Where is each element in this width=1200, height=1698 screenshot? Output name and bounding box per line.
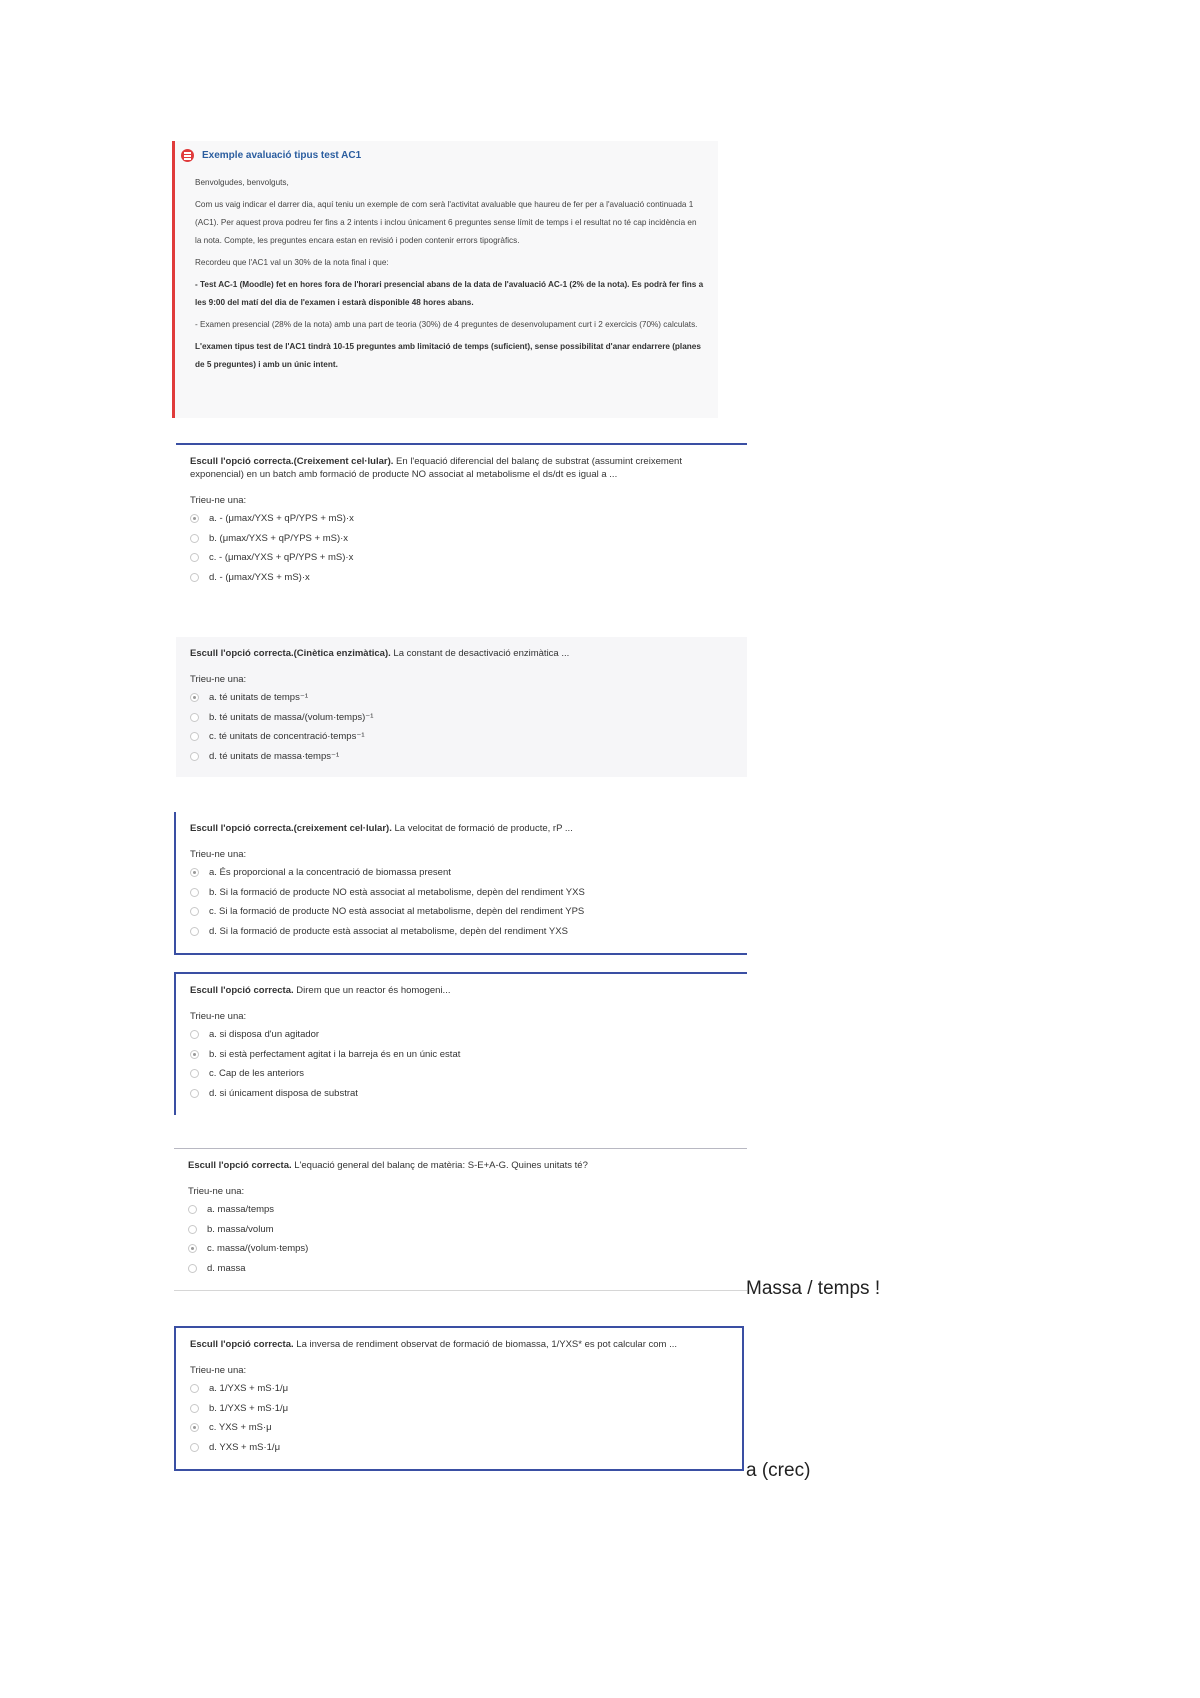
- radio-button[interactable]: [188, 1205, 197, 1214]
- question-card: [174, 1148, 747, 1291]
- answer-option[interactable]: c. Cap de les anteriors: [190, 1064, 733, 1084]
- radio-button[interactable]: [190, 1050, 199, 1059]
- question-text: Escull l'opció correcta.(Creixement cel·lular). En l'equació diferencial del balanç de substrat (assumint creixement exponencial) en un batch amb formació de producte NO associat al metabolisme el ds/dt es igual a ...: [190, 456, 682, 480]
- radio-button[interactable]: [188, 1264, 197, 1273]
- annotation-note: a (crec): [746, 1460, 811, 1481]
- question-card: [174, 1326, 744, 1471]
- announcement-paragraph: Recordeu que l'AC1 val un 30% de la nota final i que:: [195, 258, 389, 267]
- announcement-paragraph: L'examen tipus test de l'AC1 tindrà 10-15 preguntes amb limitació de temps (suficient), sense possibilitat d'anar endarrere (planes de 5 preguntes) i amb un únic intent.: [195, 342, 701, 369]
- annotation-note: Massa / temps !: [746, 1278, 881, 1299]
- announcement-title[interactable]: Exemple avaluació tipus test AC1: [202, 150, 362, 161]
- answer-option[interactable]: d. massa: [188, 1259, 733, 1279]
- radio-button[interactable]: [190, 888, 199, 897]
- answer-option[interactable]: a. té unitats de temps⁻¹: [190, 688, 733, 708]
- answer-option[interactable]: d. YXS + mS·1/μ: [190, 1438, 728, 1458]
- radio-button[interactable]: [190, 713, 199, 722]
- answer-option[interactable]: c. Si la formació de producte NO està associat al metabolisme, depèn del rendiment YPS: [190, 902, 733, 922]
- answer-option[interactable]: b. té unitats de massa/(volum·temps)⁻¹: [190, 708, 733, 728]
- announcement-block: [172, 141, 718, 418]
- radio-button[interactable]: [188, 1244, 197, 1253]
- question-prompt: Trieu-ne una:: [190, 849, 247, 860]
- radio-button[interactable]: [190, 1384, 199, 1393]
- question-prompt: Trieu-ne una:: [190, 1365, 247, 1376]
- answer-option[interactable]: b. 1/YXS + mS·1/μ: [190, 1399, 728, 1419]
- answer-option[interactable]: c. té unitats de concentració·temps⁻¹: [190, 727, 733, 747]
- answer-option[interactable]: b. (μmax/YXS + qP/YPS + mS)·x: [190, 529, 733, 549]
- answer-option[interactable]: c. - (μmax/YXS + qP/YPS + mS)·x: [190, 548, 733, 568]
- radio-button[interactable]: [190, 534, 199, 543]
- answer-option[interactable]: a. És proporcional a la concentració de biomassa present: [190, 863, 733, 883]
- announcement-paragraph: - Examen presencial (28% de la nota) amb una part de teoria (30%) de 4 preguntes de desenvolupament curt i 2 exercicis (70%) calculats.: [195, 320, 698, 329]
- answer-option[interactable]: b. massa/volum: [188, 1220, 733, 1240]
- radio-button[interactable]: [190, 1069, 199, 1078]
- question-text: Escull l'opció correcta.(Cinètica enzimàtica). La constant de desactivació enzimàtica ...: [190, 648, 570, 659]
- question-text: Escull l'opció correcta. L'equació general del balanç de matèria: S-E+A-G. Quines unitats té?: [188, 1160, 588, 1171]
- radio-button[interactable]: [190, 1443, 199, 1452]
- radio-button[interactable]: [190, 1423, 199, 1432]
- answer-option[interactable]: d. Si la formació de producte està associat al metabolisme, depèn del rendiment YXS: [190, 922, 733, 942]
- radio-button[interactable]: [190, 514, 199, 523]
- question-card: [176, 637, 747, 777]
- radio-button[interactable]: [190, 907, 199, 916]
- answer-option[interactable]: c. YXS + mS·μ: [190, 1418, 728, 1438]
- radio-button[interactable]: [190, 1089, 199, 1098]
- question-text: Escull l'opció correcta. La inversa de rendiment observat de formació de biomassa, 1/YXS* es pot calcular com ...: [190, 1339, 677, 1350]
- question-prompt: Trieu-ne una:: [190, 495, 247, 506]
- question-text: Escull l'opció correcta. Direm que un reactor és homogeni...: [190, 985, 451, 996]
- question-card: [174, 972, 747, 1115]
- question-card: [174, 812, 747, 955]
- radio-button[interactable]: [190, 1030, 199, 1039]
- radio-button[interactable]: [190, 868, 199, 877]
- question-prompt: Trieu-ne una:: [190, 674, 247, 685]
- radio-button[interactable]: [190, 732, 199, 741]
- announcement-paragraph: Com us vaig indicar el darrer dia, aquí teniu un exemple de com serà l'activitat avaluable que haureu de fer per a l'avaluació continuada 1 (AC1). Per aquest prova podreu fer fins a 2 intents i inclou únicament 6 preguntes sense límit de temps i el resultat no té cap incidència en la nota. Compte, les preguntes encara estan en revisió i poden contenir errors tipogràfics.: [195, 200, 697, 245]
- answer-option[interactable]: b. Si la formació de producte NO està associat al metabolisme, depèn del rendiment YXS: [190, 883, 733, 903]
- announcement-greeting: Benvolgudes, benvolguts,: [195, 178, 289, 187]
- question-card: [176, 443, 747, 600]
- radio-button[interactable]: [190, 1404, 199, 1413]
- answer-option[interactable]: a. si disposa d'un agitador: [190, 1025, 733, 1045]
- announcement-paragraph: - Test AC-1 (Moodle) fet en hores fora de l'horari presencial abans de la data de l'avaluació AC-1 (2% de la nota). Es podrà fer fins a les 9:00 del matí del dia de l'examen i estarà disponible 48 hores abans.: [195, 280, 704, 307]
- radio-button[interactable]: [190, 927, 199, 936]
- radio-button[interactable]: [190, 693, 199, 702]
- answer-option[interactable]: d. - (μmax/YXS + mS)·x: [190, 568, 733, 588]
- radio-button[interactable]: [188, 1225, 197, 1234]
- answer-option[interactable]: b. si està perfectament agitat i la barreja és en un únic estat: [190, 1045, 733, 1065]
- alert-icon: [181, 149, 194, 162]
- answer-option[interactable]: a. massa/temps: [188, 1200, 733, 1220]
- question-prompt: Trieu-ne una:: [190, 1011, 247, 1022]
- answer-option[interactable]: d. té unitats de massa·temps⁻¹: [190, 747, 733, 767]
- radio-button[interactable]: [190, 752, 199, 761]
- answer-option[interactable]: c. massa/(volum·temps): [188, 1239, 733, 1259]
- radio-button[interactable]: [190, 573, 199, 582]
- announcement-header: [181, 149, 704, 162]
- answer-option[interactable]: d. si únicament disposa de substrat: [190, 1084, 733, 1104]
- answer-option[interactable]: a. - (μmax/YXS + qP/YPS + mS)·x: [190, 509, 733, 529]
- question-text: Escull l'opció correcta.(creixement cel·lular). La velocitat de formació de producte, rP ...: [190, 823, 573, 834]
- answer-option[interactable]: a. 1/YXS + mS·1/μ: [190, 1379, 728, 1399]
- question-prompt: Trieu-ne una:: [188, 1186, 245, 1197]
- radio-button[interactable]: [190, 553, 199, 562]
